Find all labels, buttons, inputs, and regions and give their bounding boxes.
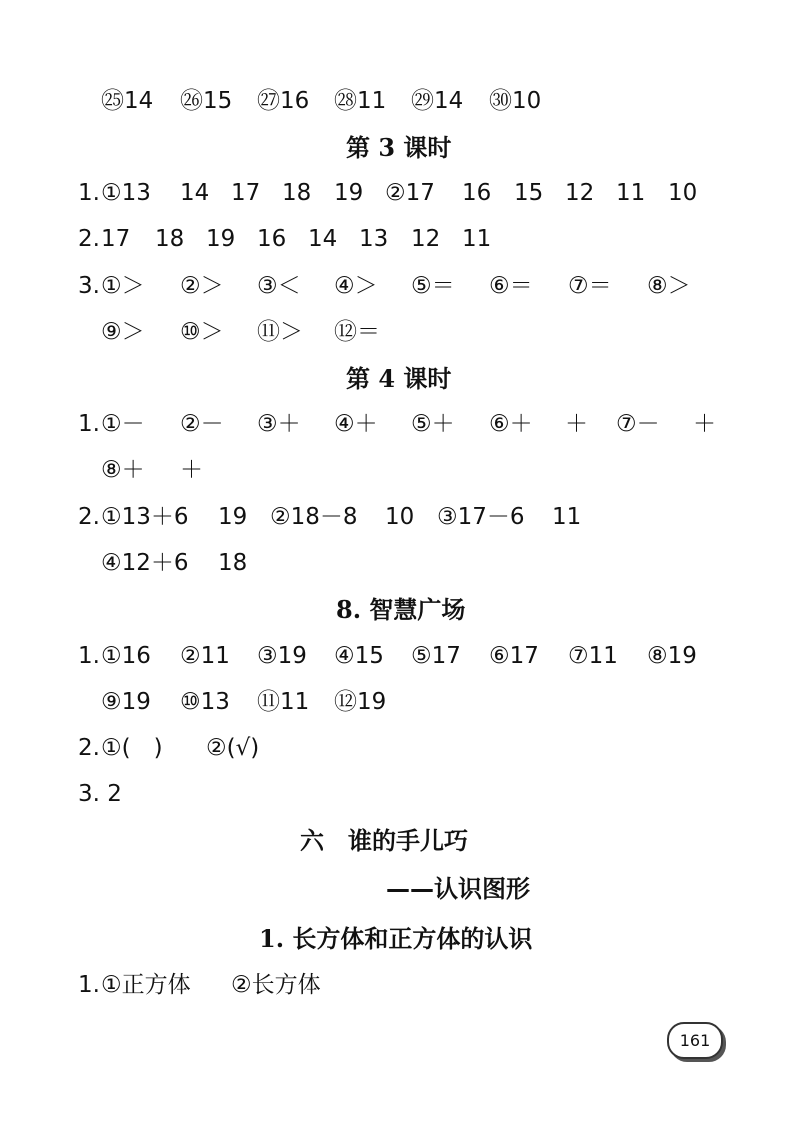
answer-item: ④15 [334, 643, 384, 669]
section-heading-lesson-3: 第 3 课时 [346, 133, 452, 162]
section-heading-cuboid-cube: 1. 长方体和正方体的认识 [259, 924, 533, 953]
answer-item: 19 [206, 226, 236, 252]
answer-item: ②11 [180, 643, 230, 669]
answer-item: ㉕14 [101, 88, 154, 114]
answer-item: ㉗16 [257, 88, 310, 114]
answer-item: ⑩13 [180, 689, 230, 715]
answer-item: ⑧＋ [101, 457, 145, 483]
answer-item: ②－ [180, 411, 224, 437]
answer-item: ⑦＝ [568, 273, 612, 299]
answer-item: ⑦11 [568, 643, 618, 669]
answer-item: ②长方体 [231, 972, 321, 998]
answer-item: ⑤＋ [411, 411, 455, 437]
question-number: 1. [78, 180, 100, 206]
question-number: 3. [78, 273, 100, 299]
answer-item: 18 [218, 550, 248, 576]
question-number: 2. [78, 735, 100, 761]
answer-item: ④＞ [334, 273, 378, 299]
answer-item: 12 [411, 226, 441, 252]
answer-item: 13 [359, 226, 389, 252]
question-number: 1. [78, 643, 100, 669]
answer-item: 16 [257, 226, 287, 252]
answer-item: ③17－6 [437, 504, 525, 530]
answer-item: 11 [616, 180, 646, 206]
answer-item: ⑨＞ [101, 319, 145, 345]
answer-item: ②18－8 [270, 504, 358, 530]
question-number: 1. [78, 411, 100, 437]
answer-item: ①13＋6 [101, 504, 189, 530]
answer-item: ⑫＝ [334, 319, 380, 345]
answer-item: ①16 [101, 643, 151, 669]
answer-item: 18 [282, 180, 312, 206]
answer-item: 10 [668, 180, 698, 206]
answer-item: ＋ [180, 457, 203, 483]
answer-item: 16 [462, 180, 492, 206]
answer-item: 12 [565, 180, 595, 206]
answer-item: ①正方体 [101, 972, 191, 998]
answer-item: ⑥＋ [489, 411, 533, 437]
question-number: 2. [78, 226, 100, 252]
answer-item: 10 [385, 504, 415, 530]
answer-item: ⑦－ [616, 411, 660, 437]
answer-item: ⑪＞ [257, 319, 303, 345]
answer-item: ⑤17 [411, 643, 461, 669]
answer-item: 14 [308, 226, 338, 252]
question-number: 1. [78, 972, 100, 998]
answer-item: ㉖15 [180, 88, 233, 114]
section-heading-wisdom-square: 8. 智慧广场 [336, 595, 466, 624]
answer-item: 17 [101, 226, 131, 252]
answer-item: ⑨19 [101, 689, 151, 715]
answer-item: ⑪11 [257, 689, 310, 715]
answer-item: ⑥＝ [489, 273, 533, 299]
answer-item: ②(√) [206, 735, 260, 761]
answer-item: 18 [155, 226, 185, 252]
answer-item: ⑤＝ [411, 273, 455, 299]
unit-title: 六 谁的手儿巧 [300, 827, 468, 855]
answer-item: ③＋ [257, 411, 301, 437]
answer-item: ㉚10 [489, 88, 542, 114]
answer-item: ⑫19 [334, 689, 387, 715]
question-number: 2. [78, 504, 100, 530]
answer-item: ①－ [101, 411, 145, 437]
answer-item: ⑩＞ [180, 319, 224, 345]
answer-item: ①13 [101, 180, 151, 206]
answer-item: ②＞ [180, 273, 224, 299]
answer-item: ②17 [385, 180, 435, 206]
unit-subtitle: ——认识图形 [386, 875, 530, 903]
answer-item: 19 [334, 180, 364, 206]
answer-item: ＋ [693, 411, 716, 437]
page-number: 161 [667, 1022, 723, 1059]
answer-item: ③＜ [257, 273, 301, 299]
answer-item: 11 [462, 226, 492, 252]
answer-item: 14 [180, 180, 210, 206]
answer-item: ④12＋6 [101, 550, 189, 576]
answer-item: ＋ [565, 411, 588, 437]
answer-item: 3. 2 [78, 781, 122, 807]
answer-item: ㉙14 [411, 88, 464, 114]
answer-item: 19 [218, 504, 248, 530]
section-heading-lesson-4: 第 4 课时 [346, 364, 452, 393]
answer-item: ①( ) [101, 735, 163, 761]
answer-item: ④＋ [334, 411, 378, 437]
answer-item: ⑧19 [647, 643, 697, 669]
answer-item: 17 [231, 180, 261, 206]
answer-item: ㉘11 [334, 88, 387, 114]
answer-item: ⑥17 [489, 643, 539, 669]
answer-item: ①＞ [101, 273, 145, 299]
answer-item: ⑧＞ [647, 273, 691, 299]
answer-item: ③19 [257, 643, 307, 669]
answer-item: 11 [552, 504, 582, 530]
answer-item: 15 [514, 180, 544, 206]
